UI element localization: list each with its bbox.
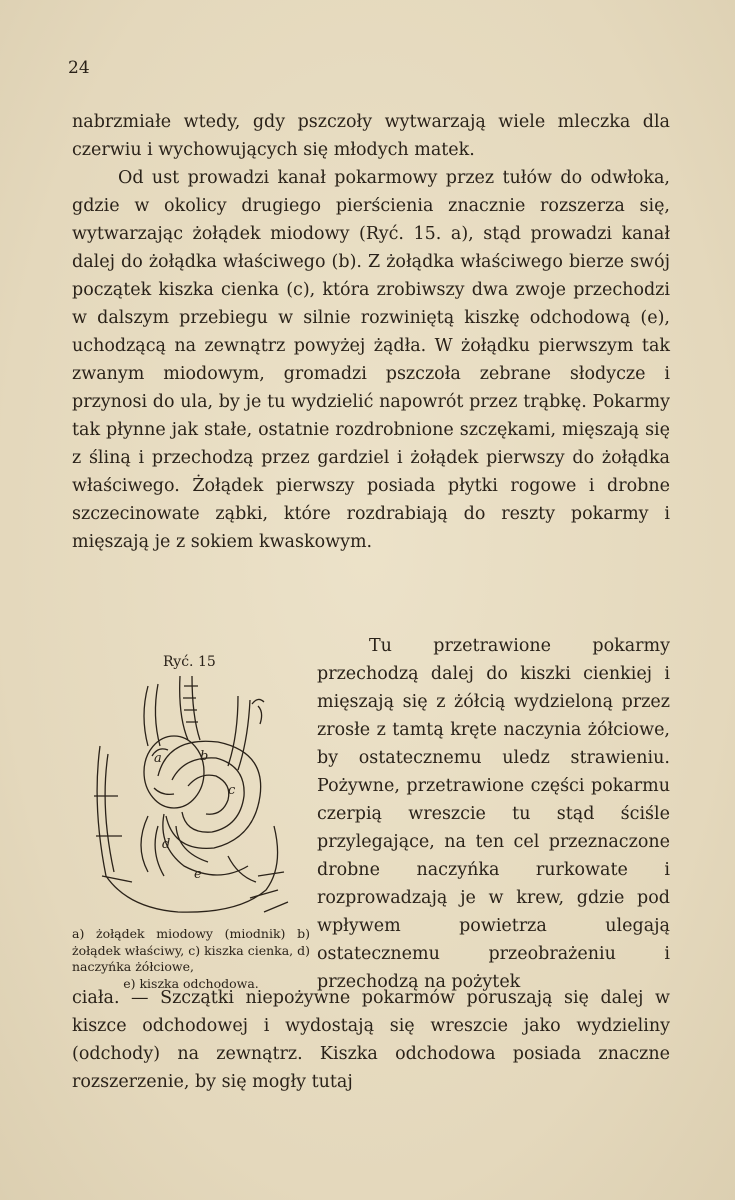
- figure-letter-e: e: [194, 867, 202, 882]
- bottom-text-block: [72, 984, 670, 1096]
- paragraph-1: nabrzmiałe wtedy, gdy pszczoły wytwarzają wiele mleczka dla czerwiu i wychowujących się młodych matek.: [72, 112, 670, 160]
- paragraph-4: ciała. — Szczątki niepożywne pokarmów poruszają się dalej w kiszce odchodowej i wydostają się wreszcie jako wydzieliny (odchody) na zewnątrz. Kiszka odchodowa posiada znaczne rozszerzenie, by się mogły tutaj: [72, 988, 670, 1092]
- figure-label: Ryć. 15: [163, 654, 216, 670]
- figure-letter-d: d: [162, 837, 171, 852]
- caption-line-2: e) kiszka odchodowa.: [123, 975, 259, 991]
- right-column-text: [317, 632, 670, 996]
- page-number: 24: [68, 58, 90, 78]
- top-text-block: [72, 108, 670, 556]
- caption-line-1: a) żołądek miodowy (miodnik) b) żołądek właściwy, c) kiszka cienka, d) naczyńka żółciowe,: [72, 926, 310, 974]
- figure-letter-b: b: [200, 749, 209, 764]
- paragraph-2: Od ust prowadzi kanał pokarmowy przez tułów do odwłoka, gdzie w okolicy drugiego pierścienia znacznie rozszerza się, wytwarzając żołądek miodowy (Ryć. 15. a), stąd prowadzi kanał dalej do żołądka właściwego (b). Z żołądka właściwego bierze swój początek kiszka cienka (c), która zrobiwszy dwa zwoje przechodzi w dalszym przebiegu w silnie rozwiniętą kiszkę odchodową (e), uchodzącą na zewnątrz powyżej żądła. W żołądku pierwszym tak zwanym miodowym, gromadzi pszczoła zebrane słodycze i przynosi do ula, by je tu wydzielić napowrót przez trąbkę. Pokarmy tak płynne jak stałe, ostatnie rozdrobnione szczękami, mięszają się z śliną i przechodzą przez gardziel i żołądek pierwszy do żołądka właściwego. Żołądek pierwszy posiada płytki rogowe i drobne szczecinowate ząbki, które rozdrabiają do reszty pokarmy i mięszają je z sokiem kwaskowym.: [72, 168, 670, 552]
- figure-letter-c: c: [228, 783, 236, 798]
- figure-caption: [72, 926, 310, 992]
- digestive-tract-illustration: [88, 676, 306, 916]
- figure-letter-a: a: [154, 751, 162, 766]
- paragraph-3: Tu przetrawione pokarmy przechodzą dalej do kiszki cienkiej i mięszają się z żółcią wydzieloną przez zrosłe z tamtą kręte naczynia żółciowe, by ostatecznemu uledz strawieniu. Pożywne, przetrawione części pokarmu czerpią wreszcie tu stąd ściśle przylegające, na ten cel przeznaczone drobne naczyńka rurkowate i rozprowadzają je w krew, gdzie pod wpływem powietrza ulegają ostatecznemu przeobrażeniu i przechodzą na pożytek: [317, 636, 670, 992]
